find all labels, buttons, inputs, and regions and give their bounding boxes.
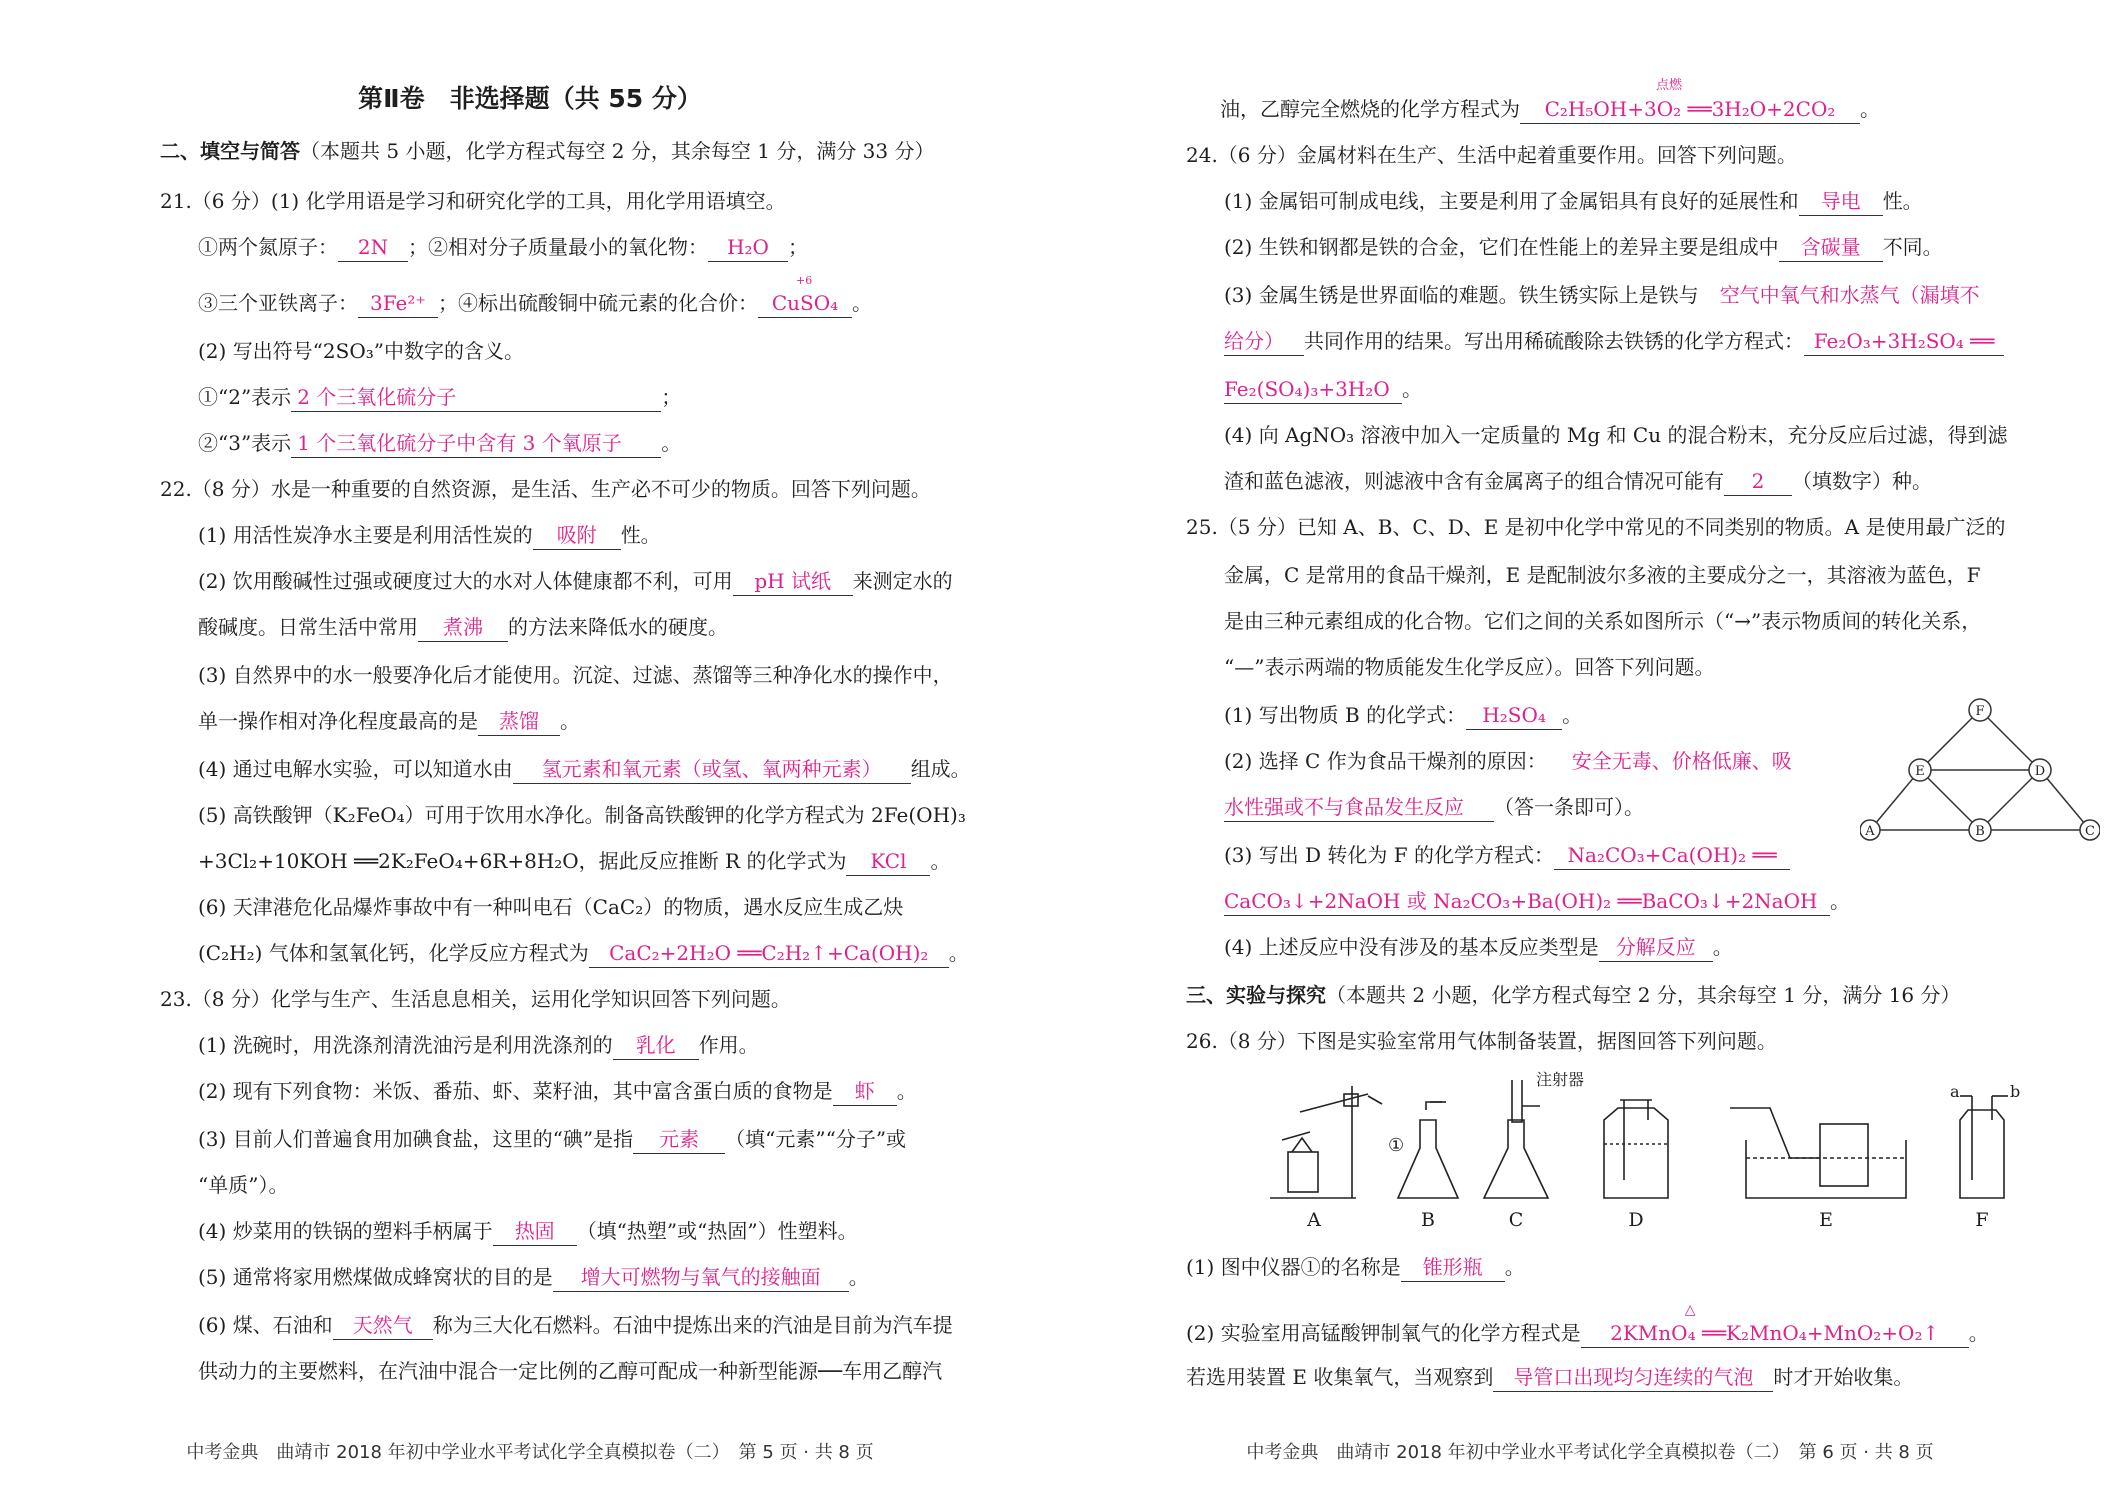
node-label-b: B [1975,824,1985,839]
q25-part3-cont: CaCO₃↓+2NaOH 或 Na₂CO₃+Ba(OH)₂ ══BaCO₃↓+2NaOH 。 [1224,886,1850,916]
q24-part4: (4) 向 AgNO₃ 溶液中加入一定质量的 Mg 和 Cu 的混合粉末，充分反应后过滤，得到滤 [1224,423,2008,447]
q24-part4-cont: 渣和蓝色滤液，则滤液中含有金属离子的组合情况可能有 2 （填数字）种。 [1224,466,1932,496]
apparatus-a [1270,1086,1382,1198]
q22-part2-cont: 酸碱度。日常生活中常用 煮沸 的方法来降低水的硬度。 [198,612,728,642]
heating-condition: △ [1684,1302,1696,1318]
section-2-heading: 二、填空与简答（本题共 5 小题，化学方程式每空 2 分，其余每空 1 分，满分 33 分） [160,139,935,163]
q25-intro: 25.（5 分）已知 A、B、C、D、E 是初中化学中常见的不同类别的物质。A 是使用最广泛的 [1186,515,2006,539]
q23-answer-2: 虾 [833,1077,897,1106]
q25-answer-3b: CaCO₃↓+2NaOH 或 Na₂CO₃+Ba(OH)₂ ══BaCO₃↓+2NaOH [1224,887,1830,916]
q25-part3: (3) 写出 D 转化为 F 的化学方程式： Na₂CO₃+Ca(OH)₂ ══ [1224,840,1790,870]
q24-intro: 24.（6 分）金属材料在生产、生活中起着重要作用。回答下列问题。 [1186,143,1797,167]
q22-answer-3: 煮沸 [418,613,508,642]
q21-line2: ③三个亚铁离子： 3Fe²⁺ ；④标出硫酸铜中硫元素的化合价： CuSO₄ +6 。 [198,288,872,318]
q23-part3-cont: “单质”）。 [198,1173,289,1197]
q21-answer-4: CuSO₄ +6 [758,289,852,318]
q23-part1: (1) 洗碗时，用洗涤剂清洗油污是利用洗涤剂的 乳化 作用。 [198,1030,759,1060]
apparatus-label-b: B [1421,1209,1435,1231]
edge-f-d [1980,710,2040,770]
q23-part5: (5) 通常将家用燃煤做成蜂窝状的目的是 增大可燃物与氧气的接触面 。 [198,1262,869,1292]
edge-d-b [1980,770,2040,830]
q23-part3: (3) 目前人们普遍食用加碘食盐，这里的“碘”是指 元素 （填“元素”“分子”或 [198,1124,906,1154]
q26-intro: 26.（8 分）下图是实验室常用气体制备装置，据图回答下列问题。 [1186,1029,1777,1053]
page-footer-left: 中考金典 曲靖市 2018 年初中学业水平考试化学全真模拟卷（二） 第 5 页 · 共 8 页 [186,1442,874,1463]
q22-answer-2: pH 试纸 [733,567,853,596]
q22-answer-6: KCl [846,847,930,876]
apparatus-label-d: D [1628,1209,1644,1231]
right-page [1060,0,2120,1508]
q23-part2: (2) 现有下列食物：米饭、番茄、虾、菜籽油，其中富含蛋白质的食物是 虾 。 [198,1076,917,1106]
node-label-e: E [1915,764,1925,779]
q24-part1: (1) 金属铝可制成电线，主要是利用了金属铝具有良好的延展性和 导电 性。 [1224,186,1923,216]
q24-part3: (3) 金属生锈是世界面临的难题。铁生锈实际上是铁与 空气中氧气和水蒸气（漏填不 [1224,280,2001,310]
q24-answer-3b: 给分） [1224,327,1304,356]
q21-answer-2: H₂O [708,233,788,262]
apparatus-d [1604,1100,1668,1198]
q22-part4: (4) 通过电解水实验，可以知道水由 氢元素和氧元素（或氢、氧两种元素） 组成。 [198,754,971,784]
q24-part2: (2) 生铁和钢都是铁的合金，它们在性能上的差异主要是组成中 含碳量 不同。 [1224,232,1943,262]
instrument-1-marker: ① [1388,1135,1405,1156]
q22-part5: (5) 高铁酸钾（K₂FeO₄）可用于饮用水净化。制备高铁酸钾的化学方程式为 2Fe(OH)₃ [198,803,966,827]
q24-answer-4b: Fe₂(SO₄)₃+3H₂O [1224,375,1402,404]
port-a-label: a [1950,1082,1960,1101]
q24-part3-cont: 给分） 共同作用的结果。写出用稀硫酸除去铁锈的化学方程式： Fe₂O₃+3H₂SO₄ ══ [1224,326,2004,356]
q24-part3-cont2: Fe₂(SO₄)₃+3H₂O 。 [1224,374,1422,404]
relationship-diagram [1860,690,2100,870]
q22-part2: (2) 饮用酸碱性过强或硬度过大的水对人体健康都不利，可用 pH 试纸 来测定水的 [198,566,953,596]
q22-part3: (3) 自然界中的水一般要净化后才能使用。沉淀、过滤、蒸馏等三种净化水的操作中， [198,663,953,687]
q23-answer-1: 乳化 [613,1031,699,1060]
q24-answer-5: 2 [1724,467,1792,496]
q21-line4: ②“3”表示 1 个三氧化硫分子中含有 3 个氧原子 。 [198,428,681,458]
valence-mark: +6 [796,274,813,287]
q23-intro: 23.（8 分）化学与生产、生活息息相关，运用化学知识回答下列问题。 [160,987,791,1011]
q24-answer-4a: Fe₂O₃+3H₂SO₄ ══ [1804,327,2004,356]
q25-part4: (4) 上述反应中没有涉及的基本反应类型是 分解反应 。 [1224,932,1733,962]
q24-answer-2: 含碳量 [1779,233,1883,262]
q25-text-4: “—”表示两端的物质能发生化学反应）。回答下列问题。 [1224,655,1715,679]
q25-part2: (2) 选择 C 作为食品干燥剂的原因： 安全无毒、价格低廉、吸 [1224,746,1817,776]
q21-answer-3: 3Fe²⁺ [358,289,438,318]
q22-answer-1: 吸附 [533,521,621,550]
node-label-c: C [2085,824,2095,839]
q23-answer-3: 元素 [633,1125,725,1154]
apparatus-label-e: E [1819,1209,1833,1231]
apparatus-drawing [1260,1080,2060,1240]
apparatus-label-a: A [1307,1209,1321,1231]
q23-answer-4: 热固 [493,1217,577,1246]
q21-intro: 21.（6 分）(1) 化学用语是学习和研究化学的工具，用化学用语填空。 [160,189,786,213]
q23-continuation: 油，乙醇完全燃烧的化学方程式为 C₂H₅OH+3O₂ ══3H₂O+2CO₂ 点燃 。 [1220,94,1880,124]
q22-part1: (1) 用活性炭净水主要是利用活性炭的 吸附 性。 [198,520,661,550]
q22-part6: (6) 天津港危化品爆炸事故中有一种叫电石（CaC₂）的物质，遇水反应生成乙炔 [198,895,904,919]
node-label-d: D [2034,764,2046,779]
q25-answer-2b: 水性强或不与食品发生反应 [1224,793,1494,822]
q24-answer-1: 导电 [1799,187,1883,216]
q22-part6-cont: (C₂H₂) 气体和氢氧化钙，化学反应方程式为 CaC₂+2H₂O ══C₂H₂↑+Ca(OH)₂ 。 [198,938,969,968]
q22-part5-cont: +3Cl₂+10KOH ══2K₂FeO₄+6R+8H₂O，据此反应推断 R 的化学式为 KCl 。 [198,846,950,876]
q22-answer-7: CaC₂+2H₂O ══C₂H₂↑+Ca(OH)₂ [589,939,949,968]
q21-answer-1: 2N [338,233,408,262]
q21-line1: ①两个氮原子： 2N ；②相对分子质量最小的氧化物： H₂O ； [198,232,808,262]
q23-part6-cont: 供动力的主要燃料，在汽油中混合一定比例的乙醇可配成一种新型能源──车用乙醇汽 [198,1359,943,1383]
node-label-a: A [1865,824,1875,839]
q25-text-3: 是由三种元素组成的化合物。它们之间的关系如图所示（“→”表示物质间的转化关系， [1224,609,1982,633]
q26-part2: (2) 实验室用高锰酸钾制氧气的化学方程式是 2KMnO₄ ══K₂MnO₄+MnO₂+O₂↑ △ 。 [1186,1318,1989,1348]
q22-answer-5: 氢元素和氧元素（或氢、氧两种元素） [513,755,911,784]
q25-answer-4: 分解反应 [1599,933,1713,962]
apparatus-c [1484,1080,1548,1198]
syringe-label: 注射器 [1536,1070,1585,1089]
q26-answer-1: 锥形瓶 [1401,1253,1505,1282]
q26-answer-2: 2KMnO₄ ══K₂MnO₄+MnO₂+O₂↑ △ [1581,1319,1969,1348]
q23-answer-5: 增大可燃物与氧气的接触面 [553,1263,849,1292]
apparatus-f [1960,1096,2008,1198]
port-b-label: b [2010,1082,2021,1101]
q25-part1: (1) 写出物质 B 的化学式： H₂SO₄ 。 [1224,700,1582,730]
q25-text-2: 金属，C 是常用的食品干燥剂，E 是配制波尔多液的主要成分之一，其溶液为蓝色，F [1224,563,1981,587]
apparatus-label-f: F [1975,1209,1989,1231]
section-3-heading: 三、实验与探究（本题共 2 小题，化学方程式每空 2 分，其余每空 1 分，满分 16 分） [1186,983,1961,1007]
q21-answer-6: 1 个三氧化硫分子中含有 3 个氧原子 [291,429,661,458]
page-footer-right: 中考金典 曲靖市 2018 年初中学业水平考试化学全真模拟卷（二） 第 6 页 · 共 8 页 [1246,1442,1934,1463]
q25-answer-3a: Na₂CO₃+Ca(OH)₂ ══ [1554,841,1790,870]
q22-part3-cont: 单一操作相对净化程度最高的是 蒸馏 。 [198,706,580,736]
q23-answer-7: C₂H₅OH+3O₂ ══3H₂O+2CO₂ 点燃 [1520,95,1860,124]
apparatus-label-c: C [1508,1209,1524,1231]
q22-intro: 22.（8 分）水是一种重要的自然资源，是生活、生产必不可少的物质。回答下列问题。 [160,477,931,501]
q24-answer-3a: 空气中氧气和水蒸气（漏填不 [1719,283,1980,307]
edge-e-b [1920,770,1980,830]
apparatus-b [1398,1102,1458,1198]
apparatus-e [1730,1108,1906,1198]
q22-answer-4: 蒸馏 [478,707,560,736]
q21-part2: (2) 写出符号“2SO₃”中数字的含义。 [198,339,524,363]
page-title: 第Ⅱ卷 非选择题（共 55 分） [358,84,702,113]
gas-apparatus-figure [1260,1070,2060,1240]
q25-answer-2a: 安全无毒、价格低廉、吸 [1571,749,1792,773]
q26-answer-3: 导管口出现均匀连续的气泡 [1493,1363,1773,1392]
q26-part3: 若选用装置 E 收集氧气，当观察到 导管口出现均匀连续的气泡 时才开始收集。 [1186,1362,1913,1392]
q25-answer-1: H₂SO₄ [1466,701,1562,730]
q21-line3: ①“2”表示 2 个三氧化硫分子 ； [198,382,681,412]
q21-answer-5: 2 个三氧化硫分子 [291,383,661,412]
reaction-condition: 点燃 [1656,78,1683,93]
q23-answer-6: 天然气 [333,1311,433,1340]
q25-part2-cont: 水性强或不与食品发生反应 （答一条即可）。 [1224,792,1644,822]
node-label-f: F [1975,704,1985,719]
q23-part4: (4) 炒菜用的铁锅的塑料手柄属于 热固 （填“热塑”或“热固”）性塑料。 [198,1216,858,1246]
q26-part1: (1) 图中仪器①的名称是 锥形瓶 。 [1186,1252,1525,1282]
edge-f-e [1920,710,1980,770]
q23-part6: (6) 煤、石油和 天然气 称为三大化石燃料。石油中提炼出来的汽油是目前为汽车提 [198,1310,953,1340]
